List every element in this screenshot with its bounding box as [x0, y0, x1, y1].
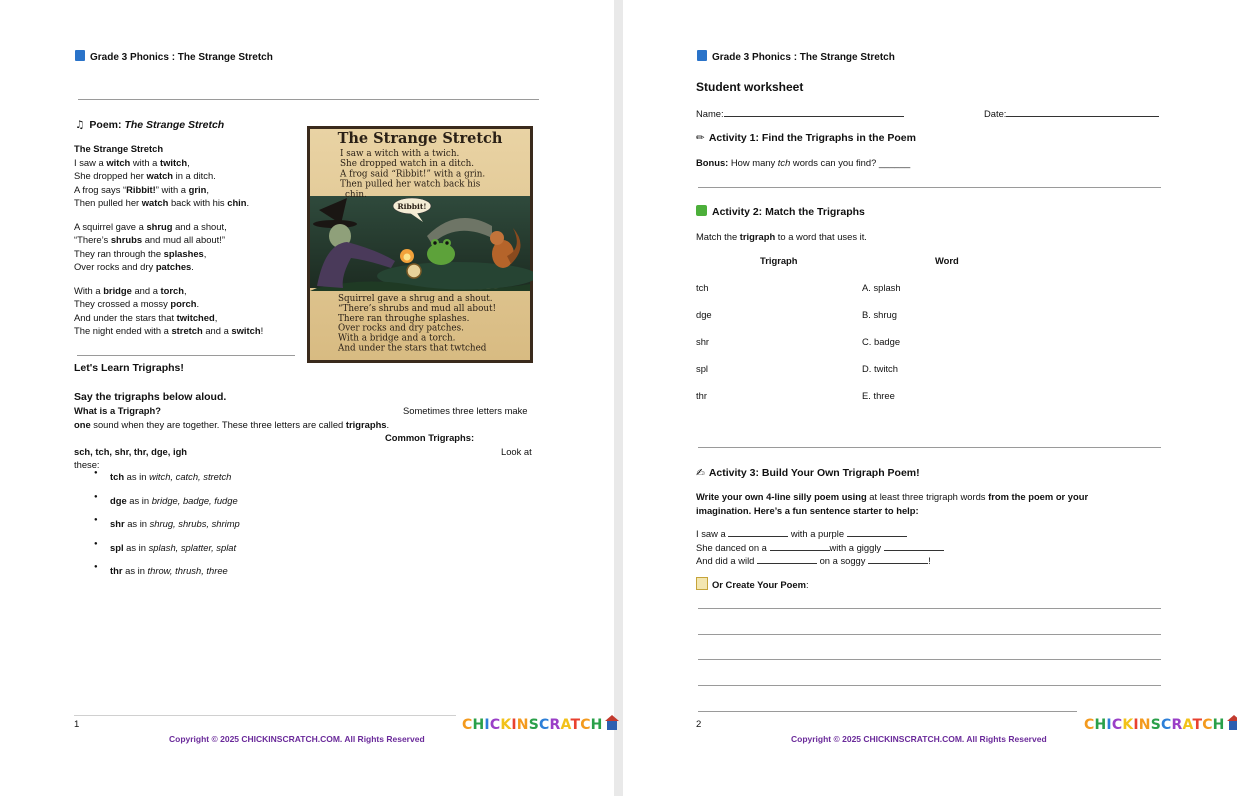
trigraph-example: ● dge as in bridge, badge, fudge — [94, 495, 240, 519]
page-header: Grade 3 Phonics : The Strange Stretch — [75, 50, 273, 63]
match-word-cell: A. splash — [862, 282, 901, 293]
match-word-cell: E. three — [862, 390, 895, 401]
illustration-text-line: And under the stars that twtched — [338, 343, 487, 354]
learn-trigraphs-title: Let's Learn Trigraphs! — [74, 362, 184, 374]
trigraph-list: sch, tch, shr, thr, dge, igh — [74, 446, 188, 457]
illustration-image — [307, 126, 533, 363]
poem-line: The night ended with a stretch and a switch! — [74, 325, 264, 336]
match-trigraph-cell: tch — [696, 282, 709, 293]
illustration-text-line: “There’s shrubs and mud all about! — [338, 303, 497, 314]
puzzle-icon — [696, 205, 707, 216]
match-trigraph-cell: spl — [696, 363, 708, 374]
poem-line: Over rocks and dry patches. — [74, 261, 194, 272]
date-field[interactable]: Date: — [984, 107, 1159, 119]
activity-1-title: ✏ Activity 1: Find the Trigraphs in the Poem — [696, 132, 916, 144]
starter-line-1: I saw a with a purple — [696, 527, 907, 541]
poem-section-title: ♫ Poem: The Strange Stretch — [75, 119, 225, 131]
activity-3-instructions: Write your own 4-line silly poem using at least three trigraph words from the poem or your imagination. Here’s a fun sentence starter to help: — [696, 491, 1089, 516]
worksheet-title: Student worksheet — [696, 80, 804, 94]
blank-field[interactable] — [728, 527, 788, 537]
poem-stanza — [74, 284, 263, 338]
poem-line: Then pulled her watch back with his chin. — [74, 197, 250, 208]
trigraph-examples-list — [94, 471, 240, 589]
poem-line: I saw a witch with a twitch, — [74, 156, 190, 168]
memo-icon — [696, 577, 708, 590]
poem-writing-line[interactable] — [698, 659, 1161, 660]
name-line[interactable] — [724, 107, 904, 117]
speech-bubble: Ribbit! — [397, 202, 427, 211]
poem-writing-line[interactable] — [698, 711, 1077, 712]
poem-line: They crossed a mossy porch. — [74, 298, 200, 309]
match-word-cell: D. twitch — [862, 363, 898, 374]
illustration-title: The Strange Stretch — [337, 130, 503, 147]
starter-line-2: She danced on a with a giggly — [696, 541, 944, 555]
blank-field[interactable] — [884, 541, 944, 551]
col-word-header: Word — [935, 255, 959, 266]
illustration-text-line: I saw a witch with a twich. — [340, 149, 460, 159]
copyright-text: Copyright © 2025 CHICKINSCRATCH.COM. All Rights Reserved — [169, 734, 425, 744]
copyright-text: Copyright © 2025 CHICKINSCRATCH.COM. All Rights Reserved — [791, 734, 1047, 744]
book-icon — [75, 50, 85, 61]
activity-2-title: Activity 2: Match the Trigraphs — [696, 205, 865, 218]
poem-line: A frog says “Ribbit!” with a grin, — [74, 183, 209, 195]
what-is-trigraph: What is a Trigraph? — [74, 405, 161, 416]
illustration-text-line: A frog said “Ribbit!” with a grin. — [340, 169, 486, 180]
name-field[interactable]: Name: — [696, 107, 904, 119]
illustration-text-line: With a bridge and a torch. — [338, 333, 456, 344]
poem-line: With a bridge and a torch, — [74, 284, 187, 296]
poem-line: A squirrel gave a shrug and a shout, — [74, 220, 227, 232]
match-word-cell: C. badge — [862, 336, 901, 347]
chickinscratch-logo: CHICKINSCRATCH — [1084, 715, 1237, 733]
starter-line-3: And did a wild on a soggy ! — [696, 555, 931, 566]
page-number: 2 — [696, 719, 702, 730]
trigraph-example: ● shr as in shrug, shrubs, shrimp — [94, 518, 240, 542]
trigraph-example: ● tch as in witch, catch, stretch — [94, 471, 240, 495]
say-aloud-title: Say the trigraphs below aloud. — [74, 391, 227, 403]
poem-illustration — [307, 126, 533, 363]
page-number: 1 — [74, 719, 80, 730]
poem-line: “There’s shrubs and mud all about!” — [74, 234, 225, 245]
illustration-text-line: She dropped watch in a ditch. — [340, 159, 475, 170]
blank-field[interactable] — [757, 554, 817, 564]
match-trigraph-cell: thr — [696, 390, 707, 401]
music-note-icon: ♫ — [75, 119, 85, 131]
illustration-text-line: Then pulled her watch back his — [340, 179, 481, 190]
poem-writing-line[interactable] — [698, 685, 1161, 686]
page-header: Grade 3 Phonics : The Strange Stretch — [697, 50, 895, 63]
these-text: these: — [74, 459, 100, 470]
trigraph-definition: one sound when they are together. These three letters are called trigraphs. — [74, 418, 390, 430]
activity-1-answer-line[interactable] — [698, 187, 1161, 188]
chickinscratch-logo: CHICKINSCRATCH — [462, 715, 619, 733]
illustration-text-line: There ran throughe splashes. — [338, 313, 470, 324]
match-trigraph-cell: dge — [696, 309, 712, 320]
poem-writing-line[interactable] — [698, 608, 1161, 609]
match-trigraph-cell: shr — [696, 336, 710, 347]
blank-field[interactable] — [868, 554, 928, 564]
pencil-icon: ✏ — [696, 132, 705, 144]
match-word-cell: B. shrug — [862, 309, 897, 320]
poem-body — [74, 156, 263, 348]
look-at-text: Look at — [501, 446, 532, 457]
footer-divider — [74, 715, 456, 716]
trigraph-example: ● spl as in splash, splatter, splat — [94, 542, 240, 566]
common-trigraphs-heading: Common Trigraphs: — [385, 432, 475, 443]
poem-line: She dropped her watch in a ditch. — [74, 170, 216, 181]
book-icon — [697, 50, 707, 61]
illustration-text-line: Over rocks and dry patches. — [338, 323, 464, 334]
match-instruction: Match the trigraph to a word that uses it. — [696, 231, 867, 242]
activity-3-title: ✍ Activity 3: Build Your Own Trigraph Poem! — [696, 467, 920, 479]
page-2 — [623, 0, 1237, 796]
bonus-question: Bonus: How many tch words can you find? ______ — [696, 157, 911, 168]
poem-stanza — [74, 156, 263, 210]
blank-field[interactable] — [770, 541, 830, 551]
date-line[interactable] — [1006, 107, 1159, 117]
page-1 — [0, 0, 614, 796]
schoolhouse-icon — [605, 715, 619, 731]
writing-hand-icon: ✍ — [696, 467, 705, 479]
header-divider — [78, 99, 539, 100]
trigraph-example: ● thr as in throw, thrush, three — [94, 565, 240, 589]
schoolhouse-icon — [1227, 715, 1237, 731]
poem-line: They ran through the splashes, — [74, 247, 207, 259]
illustration-text-line: chin. — [345, 189, 367, 200]
poem-stanza — [74, 220, 263, 274]
col-trigraph-header: Trigraph — [760, 255, 798, 266]
poem-writing-line[interactable] — [698, 634, 1161, 635]
section-divider — [77, 355, 295, 356]
blank-field[interactable] — [847, 527, 907, 537]
create-poem-label: Or Create Your Poem: — [696, 577, 809, 592]
poem-line: And under the stars that twitched, — [74, 311, 218, 323]
illustration-text-line: Squirrel gave a shrug and a shout. — [338, 294, 493, 304]
activity-2-divider — [698, 447, 1161, 448]
poem-title: The Strange Stretch — [74, 143, 164, 154]
sometimes-text: Sometimes three letters make — [403, 405, 528, 416]
